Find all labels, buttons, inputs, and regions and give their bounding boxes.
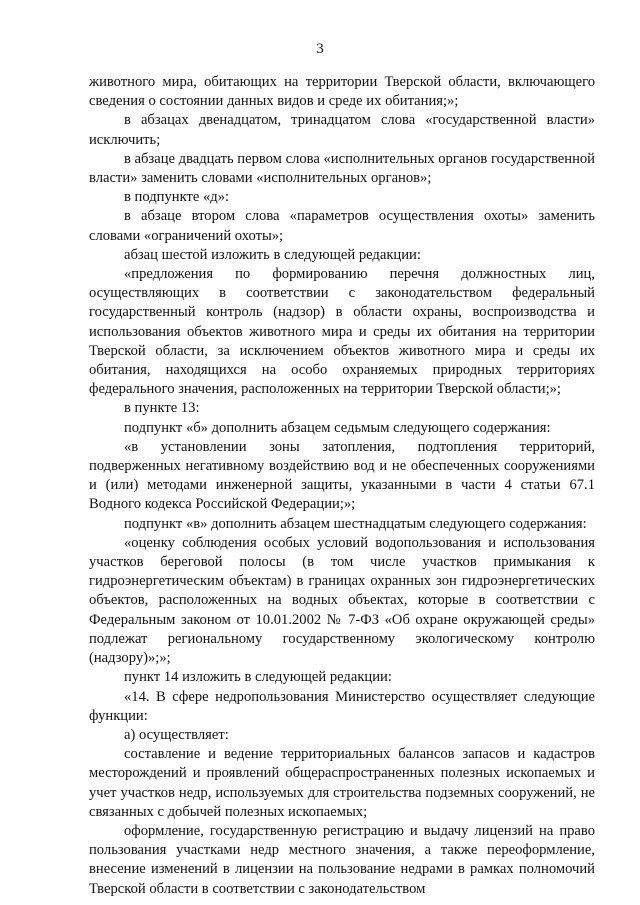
paragraph: в абзацах двенадцатом, тринадцатом слова «государственной власти» исключить; (89, 112, 595, 148)
paragraph: оформление, государственную регистрацию и выдачу лицензий на право пользования участками недр местного значения, а также переоформление, внесение изменений в лицензии на пользование недрами в рамках полномочий Тверской области в соответствии с законодательством (89, 822, 595, 897)
paragraph: «оценку соблюдения особых условий водопользования и использования участков береговой полосы (в том числе участков примыкания к гидроэнергетическим объектам) в границах охранных зон гидроэнергетических объектов, расположенных на водных объектах, которые в соответствии с Федеральным законом от 10.01.2002 № 7-ФЗ «Об охране окружающей среды» подлежат региональному государственному экологическому контролю (надзору)»;»; (89, 534, 595, 667)
paragraph: «предложения по формированию перечня должностных лиц, осуществляющих в соответствии с законодательством федеральный государственный контроль (надзор) в области охраны, воспроизводства и использования объектов животного мира и среды их обитания на территории Тверской области, за исключением объектов животного мира и среды их обитания, находящихся на особо охраняемых природных территориях федерального значения, расположенных на территории Тверской области;»; (89, 266, 595, 398)
document-body (89, 73, 595, 899)
paragraph: «14. В сфере недропользования Министерство осуществляет следующие функции: (89, 688, 595, 724)
paragraph: пункт 14 изложить в следующей редакции: (124, 669, 392, 686)
paragraph: подпункт «в» дополнить абзацем шестнадцатым следующего содержания: (124, 515, 587, 532)
paragraph: а) осуществляет: (124, 726, 229, 743)
paragraph: животного мира, обитающих на территории Тверской области, включающего сведения о состоянии данных видов и среде их обитания;»; (89, 74, 595, 110)
paragraph: абзац шестой изложить в следующей редакции: (124, 246, 421, 263)
paragraph: в пункте 13: (124, 400, 200, 417)
paragraph: в абзаце втором слова «параметров осуществления охоты» заменить словами «ограничений охоты»; (89, 208, 595, 244)
paragraph: в абзаце двадцать первом слова «исполнительных органов государственной власти» заменить словами «исполнительных органов»; (89, 150, 595, 187)
paragraph: подпункт «б» дополнить абзацем седьмым следующего содержания: (124, 419, 551, 436)
paragraph: в подпункте «д»: (124, 189, 230, 206)
paragraph: «в установлении зоны затопления, подтопления территорий, подверженных негативному воздействию вод и не обеспеченных сооружениями и (или) методами инженерной защиты, указанными в части 4 статьи 67.1 Водного кодекса Российской Федерации;»; (89, 438, 595, 513)
paragraph: составление и ведение территориальных балансов запасов и кадастров месторождений и проявлений общераспространенных полезных ископаемых и учет участков недр, используемых для строительства подземных сооружений, не связанных с добычей полезных ископаемых; (89, 746, 595, 820)
page-number: 3 (316, 41, 324, 57)
